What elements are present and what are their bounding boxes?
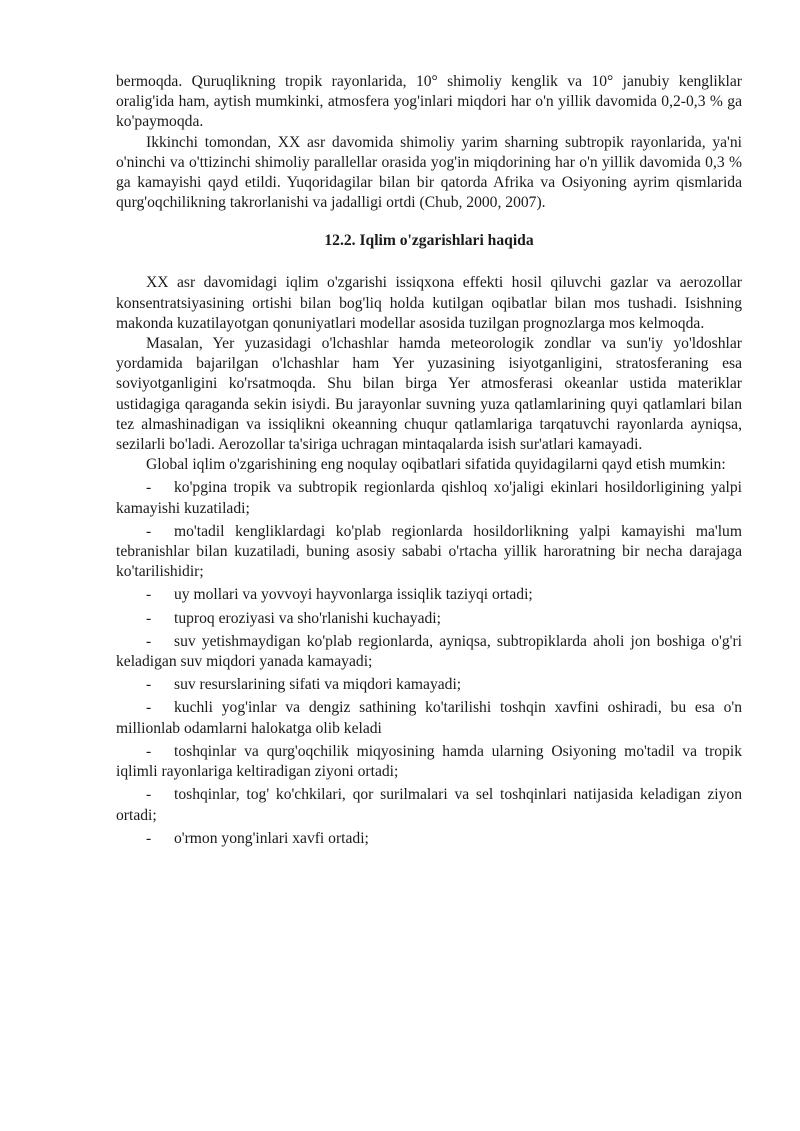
paragraph-measurements: Masalan, Yer yuzasidagi o'lchashlar hamda meteorologik zondlar va sun'iy yo'ldoshlar yordamida bajarilgan o'lchashlar ham Yer yuzasining isiyotganligini, stratosferaning esa soviyotganligini ko'rsatmoqda. Shu bilan birga Yer atmosferasi okeanlar ustida materiklar ustidagiga qaraganda sekin isiydi. Bu jarayonlar suvning yuza qatlamlarining quyi qatlamlari bilan tez almashinadigan va issiqlikni okeanning chuqur qatlamlariga tarqatuvchi rayonlarda ayniqsa, sezilarli bo'ladi. Aerozollar ta'siriga uchragan mintaqalarda isish sur'atlari kamayadi.	[116, 335, 742, 454]
list-item	[116, 785, 742, 825]
list-item-text: kuchli yog'inlar va dengiz sathining ko'tarilishi toshqin xavfini oshiradi, bu esa o'n millionlab odamlarni halokatga olib keladi	[116, 699, 742, 737]
list-item	[116, 522, 742, 583]
consequences-list	[116, 478, 742, 848]
paragraph-subtropics: Ikkinchi tomondan, XX asr davomida shimoliy yarim sharning subtropik rayonlarida, ya'ni o'ninchi va o'ttizinchi shimoliy parallellar orasida yog'in miqdorining har o'n yillik davomida 0,3 % ga kamayishi qayd etildi. Yuqoridagilar bilan bir qatorda Afrika va Osiyoning ayrim qismlarida qurg'oqchilikning takrorlanishi va jadalligi ortdi (Chub, 2000, 2007).	[116, 133, 742, 212]
list-item-text: ko'pgina tropik va subtropik regionlarda qishloq xo'jaligi ekinlari hosildorligining yalpi kamayishi kuzatiladi;	[116, 479, 742, 517]
list-item	[116, 829, 742, 849]
bullet-marker: -	[146, 609, 152, 627]
list-item-text: toshqinlar va qurg'oqchilik miqyosining hamda ularning Osiyoning mo'tadil va tropik iqlimli rayonlariga keltiradigan ziyoni ortadi;	[116, 742, 742, 781]
bullet-marker: -	[146, 676, 152, 694]
paragraph-consequences-intro: Global iqlim o'zgarishining eng noqulay oqibatlari sifatida quyidagilarni qayd etish mumkin:	[146, 456, 726, 474]
list-item-text: toshqinlar, tog' ko'chkilari, qor surilmalari va sel toshqinlari natijasida keladigan ziyon ortadi;	[116, 786, 742, 824]
bullet-marker: -	[146, 742, 152, 760]
bullet-marker: -	[146, 586, 152, 604]
list-item-text: suv yetishmaydigan ko'plab regionlarda, ayniqsa, subtropiklarda aholi jon boshiga o'g'ri keladigan suv miqdori yanada kamayadi;	[116, 632, 742, 671]
list-item	[116, 609, 742, 629]
list-item	[116, 698, 742, 738]
bullet-marker: -	[146, 829, 152, 847]
bullet-marker: -	[146, 786, 152, 804]
list-item-text: o'rmon yong'inlari xavfi ortadi;	[174, 829, 369, 847]
list-item	[116, 585, 742, 605]
list-item-text: tuproq eroziyasi va sho'rlanishi kuchayadi;	[174, 609, 441, 627]
page-body	[116, 72, 742, 849]
paragraph-climate-change: XX asr davomidagi iqlim o'zgarishi issiqxona effekti hosil qiluvchi gazlar va aerozollar konsentratsiyasining ortishi bilan bog'liq holda kutilgan oqibatlar bilan mos tushadi. Isishning makonda kuzatilayotgan qonuniyatlari modellar asosida tuzilgan prognozlarga mos kelmoqda.	[116, 274, 742, 332]
list-item-text: suv resurslarining sifati va miqdori kamayadi;	[174, 676, 462, 694]
section-heading: 12.2. Iqlim o'zgarishlari haqida	[324, 232, 534, 250]
bullet-marker: -	[146, 522, 152, 540]
paragraph-continuation: bermoqda. Quruqlikning tropik rayonlarida, 10° shimoliy kenglik va 10° janubiy kengliklar oralig'ida ham, aytish mumkinki, atmosfera yog'inlari miqdori har o'n yillik davomida 0,2-0,3 % ga ko'paymoqda.	[116, 73, 742, 131]
list-item	[116, 742, 742, 782]
bullet-marker: -	[146, 699, 152, 717]
bullet-marker: -	[146, 632, 152, 650]
bullet-marker: -	[146, 479, 152, 497]
list-item	[116, 675, 742, 695]
list-item	[116, 478, 742, 518]
list-item	[116, 632, 742, 672]
list-item-text: uy mollari va yovvoyi hayvonlarga issiqlik taziyqi ortadi;	[174, 586, 533, 604]
list-item-text: mo'tadil kengliklardagi ko'plab regionlarda hosildorlikning yalpi kamayishi ma'lum tebranishlar bilan kuzatiladi, buning asosiy sababi o'rtacha yillik haroratning bir necha darajaga ko'tarilishidir;	[116, 522, 742, 581]
